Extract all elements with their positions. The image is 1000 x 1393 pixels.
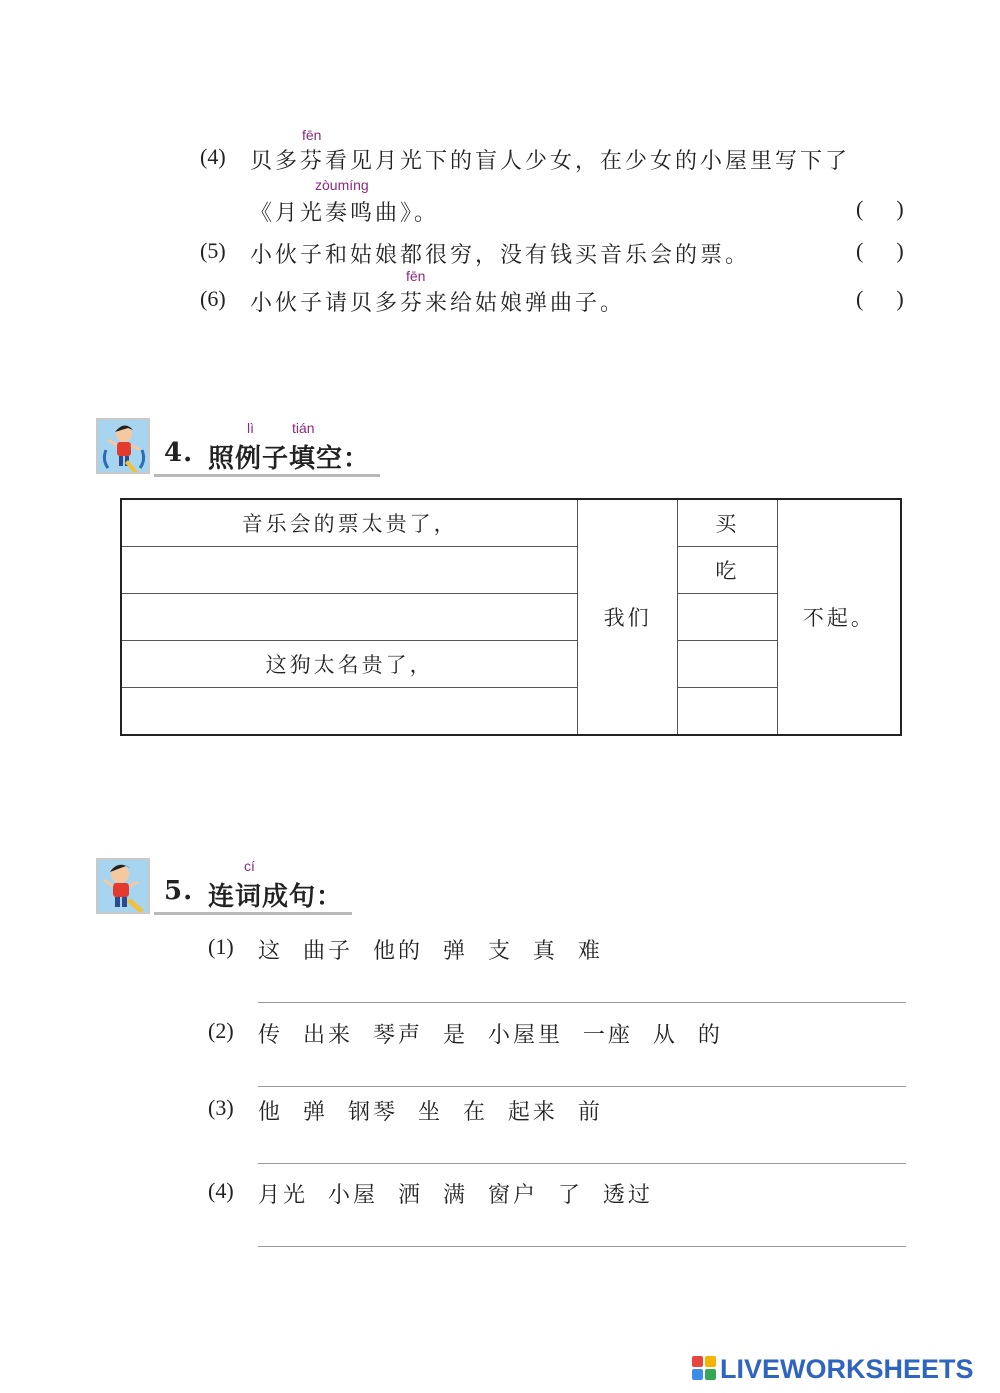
item-number: (5) bbox=[200, 238, 226, 263]
logo-square bbox=[705, 1369, 716, 1380]
item-text: 贝多芬看见月光下的盲人少女，在少女的小屋里写下了 bbox=[250, 149, 851, 174]
table-cell bbox=[677, 688, 777, 736]
brand-name: LIVEWORKSHEETS bbox=[720, 1354, 974, 1384]
answer-parentheses: ( ) bbox=[856, 238, 904, 263]
item-number: (2) bbox=[208, 1018, 234, 1043]
table-cell: 这狗太名贵了， bbox=[121, 641, 578, 688]
table-cell bbox=[677, 641, 777, 688]
sentence-answer-input[interactable] bbox=[258, 972, 906, 1003]
section-number: 4. bbox=[164, 438, 194, 468]
table-row bbox=[121, 499, 901, 547]
verb-answer-input[interactable] bbox=[680, 645, 775, 683]
table-cell-ending: 不起。 bbox=[777, 499, 901, 735]
cartoon-boy-pencil-icon bbox=[96, 418, 150, 474]
verb-answer-input[interactable] bbox=[680, 598, 775, 636]
scrambled-words: 传 出来 琴声 是 小屋里 一座 从 的 bbox=[258, 1023, 723, 1048]
item-text: 小伙子和姑娘都很穷，没有钱买音乐会的票。 bbox=[250, 243, 751, 268]
scrambled-words: 这 曲子 他的 弹 支 真 难 bbox=[258, 939, 603, 964]
pinyin-annotation: fēn bbox=[302, 127, 322, 143]
item-text: 《月光奏鸣曲》。 bbox=[250, 201, 440, 226]
section-title-underline bbox=[154, 912, 352, 915]
section-title: 连词成句： bbox=[208, 882, 344, 912]
sentence-answer-input[interactable] bbox=[138, 598, 561, 636]
sentence-answer-input[interactable] bbox=[138, 692, 561, 730]
scrambled-words: 月光 小屋 洒 满 窗户 了 透过 bbox=[258, 1183, 653, 1208]
item-number: (4) bbox=[200, 144, 226, 169]
item-text: 小伙子请贝多芬来给姑娘弹曲子。 bbox=[250, 291, 626, 316]
item-number: (1) bbox=[208, 934, 234, 959]
scrambled-words: 他 弹 钢琴 坐 在 起来 前 bbox=[258, 1100, 603, 1125]
pinyin-annotation: zòumíng bbox=[315, 177, 369, 193]
table-cell bbox=[121, 547, 578, 594]
item-number: (4) bbox=[208, 1178, 234, 1203]
sentence-answer-input[interactable] bbox=[258, 1216, 906, 1247]
answer-parentheses: ( ) bbox=[856, 196, 904, 221]
table-cell bbox=[121, 688, 578, 736]
section-title-underline bbox=[154, 474, 380, 477]
pinyin-annotation: tián bbox=[292, 420, 315, 436]
true-false-answer-input[interactable] bbox=[866, 282, 906, 314]
logo-square bbox=[705, 1356, 716, 1367]
fill-in-example-table bbox=[120, 498, 902, 736]
table-cell bbox=[121, 594, 578, 641]
sentence-answer-input[interactable] bbox=[258, 1056, 906, 1087]
answer-parentheses: ( ) bbox=[856, 286, 904, 311]
item-number: (3) bbox=[208, 1095, 234, 1120]
table-cell-subject: 我们 bbox=[578, 499, 678, 735]
true-false-answer-input[interactable] bbox=[866, 234, 906, 266]
cartoon-boy-pencil-icon bbox=[96, 858, 150, 914]
true-false-answer-input[interactable] bbox=[866, 192, 906, 224]
pinyin-annotation: lì bbox=[247, 420, 254, 436]
logo-square bbox=[692, 1356, 703, 1367]
table-cell: 买 bbox=[677, 499, 777, 547]
pinyin-annotation: cí bbox=[244, 858, 255, 874]
section-number: 5. bbox=[164, 876, 194, 906]
table-cell: 吃 bbox=[677, 547, 777, 594]
sentence-answer-input[interactable] bbox=[138, 551, 561, 589]
pinyin-annotation: fēn bbox=[406, 268, 426, 284]
table-cell: 音乐会的票太贵了， bbox=[121, 499, 578, 547]
sentence-answer-input[interactable] bbox=[258, 1133, 906, 1164]
verb-answer-input[interactable] bbox=[680, 692, 775, 730]
table-cell bbox=[677, 594, 777, 641]
liveworksheets-logo-icon bbox=[692, 1356, 716, 1380]
section-title: 照例子填空： bbox=[208, 444, 371, 474]
item-number: (6) bbox=[200, 286, 226, 311]
logo-square bbox=[692, 1369, 703, 1380]
